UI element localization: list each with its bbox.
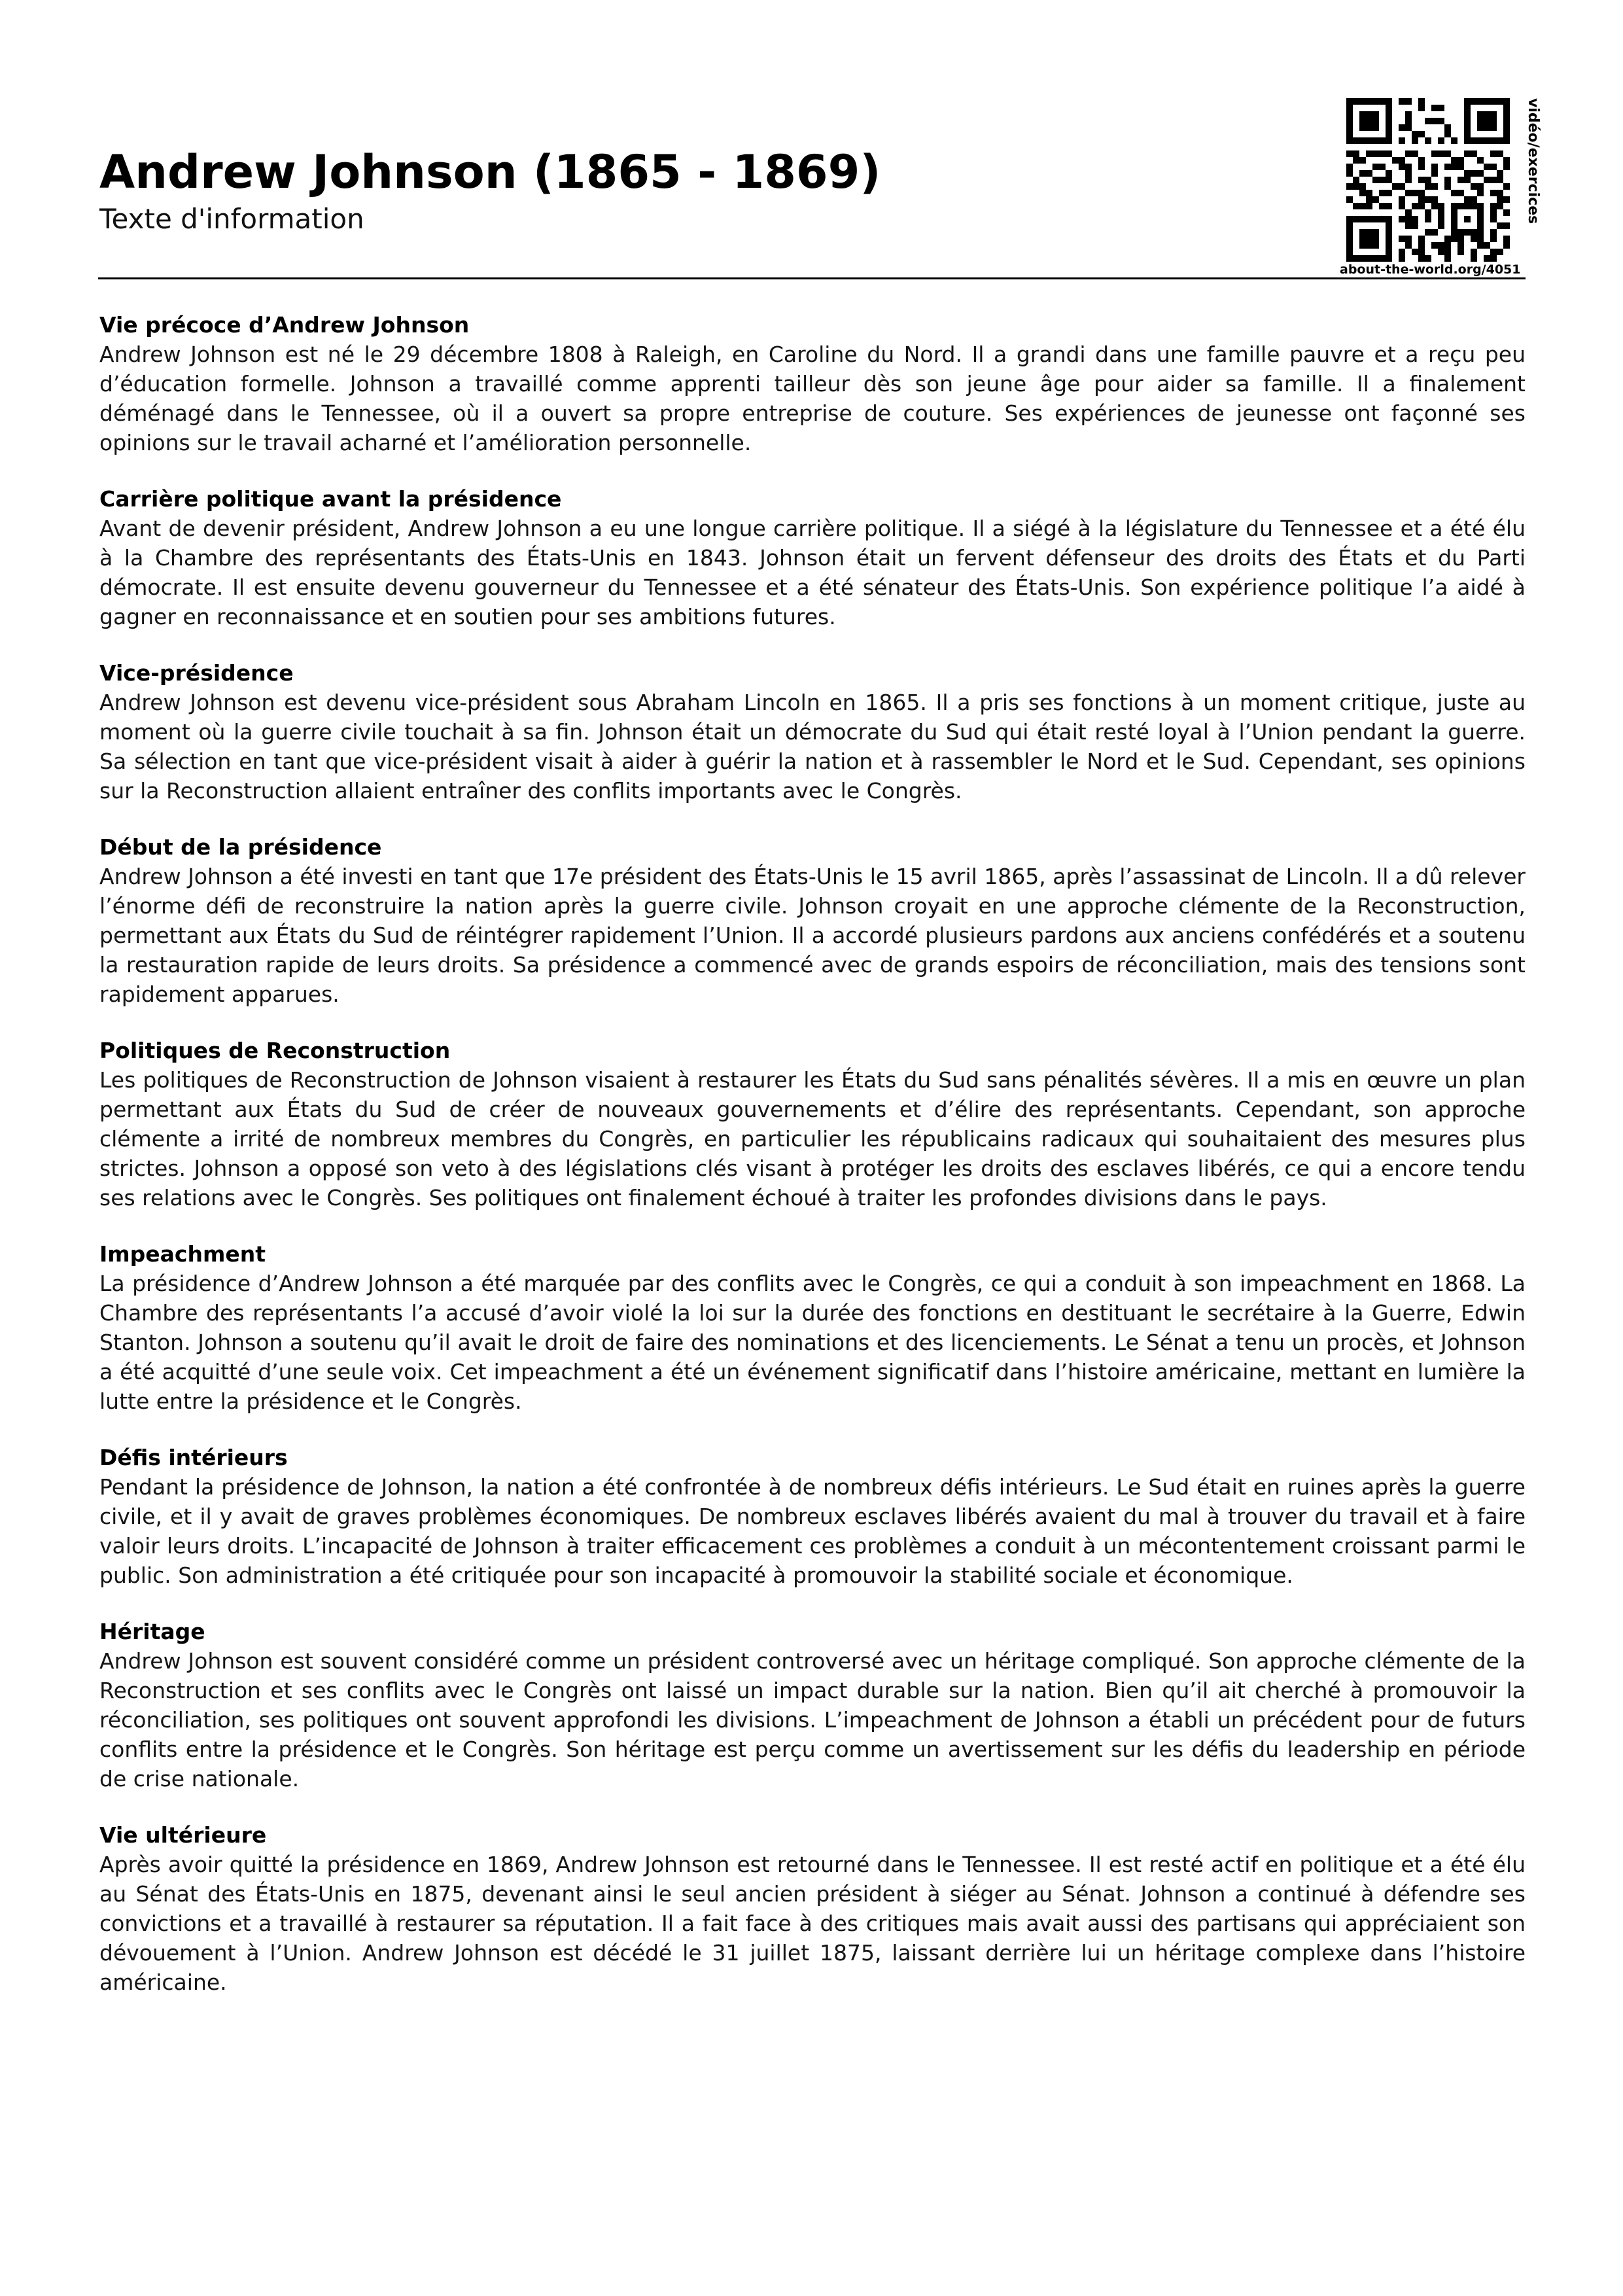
page-header: [99, 98, 1526, 283]
section-impeachment: [99, 1239, 1526, 1416]
section-paragraph: Avant de devenir président, Andrew Johnson a eu une longue carrière politique. Il a siégé à la législature du Tennessee et a été élu à la Chambre des représentants des États-Unis en 1843. Johnson était un fervent défenseur des droits des États et du Parti démocrate. Il est ensuite devenu gouverneur du Tennessee et a été sénateur des États-Unis. Son expérience politique l’a aidé à gagner en reconnaissance et en soutien pour ses ambitions futures.: [99, 516, 1526, 629]
section-paragraph: Andrew Johnson est souvent considéré comme un président controversé avec un héritage compliqué. Son approche clémente de la Reconstruction et ses conflits avec le Congrès ont laissé un impact durable sur la nation. Bien qu’il ait cherché à promouvoir la réconciliation, ses politiques ont souvent approfondi les divisions. L’impeachment de Johnson a établi un précédent pour de futurs conflits entre la présidence et le Congrès. Son héritage est perçu comme un avertissement sur les défis du leadership en période de crise nationale.: [99, 1648, 1526, 1792]
section-early-life: [99, 310, 1526, 457]
section-paragraph: Pendant la présidence de Johnson, la nation a été confrontée à de nombreux défis intérieurs. Le Sud était en ruines après la guerre civile, et il y avait de graves problèmes économiques. De nombreux esclaves libérés avaient du mal à trouver du travail et à faire valoir leurs droits. L’incapacité de Johnson à traiter efficacement ces problèmes a conduit à un mécontentement croissant parmi le public. Son administration a été critiquée pour son incapacité à promouvoir la stabilité sociale et économique.: [99, 1474, 1526, 1588]
qr-code-icon[interactable]: [1346, 98, 1510, 262]
section-legacy: [99, 1617, 1526, 1793]
section-heading: Vie précoce d’Andrew Johnson: [99, 312, 470, 338]
section-political-career: [99, 484, 1526, 631]
header-divider: [98, 277, 1526, 279]
section-presidency-start: [99, 832, 1526, 1009]
section-paragraph: La présidence d’Andrew Johnson a été marquée par des conflits avec le Congrès, ce qui a conduit à son impeachment en 1868. La Chambre des représentants l’a accusé d’avoir violé la loi sur la durée des fonctions en destituant le secrétaire à la Guerre, Edwin Stanton. Johnson a soutenu qu’il avait le droit de faire des nominations et des licenciements. Le Sénat a tenu un procès, et Johnson a été acquitté d’une seule voix. Cet impeachment a été un événement significatif dans l’histoire américaine, mettant en lumière la lutte entre la présidence et le Congrès.: [99, 1271, 1526, 1414]
section-paragraph: Andrew Johnson a été investi en tant que 17e président des États-Unis le 15 avril 1865, après l’assassinat de Lincoln. Il a dû relever l’énorme défi de reconstruire la nation après la guerre civile. Johnson croyait en une approche clémente de la Reconstruction, permettant aux États du Sud de réintégrer rapidement l’Union. Il a accordé plusieurs pardons aux anciens confédérés et a soutenu la restauration rapide de leurs droits. Sa présidence a commencé avec de grands espoirs de réconciliation, mais des tensions sont rapidement apparues.: [99, 864, 1526, 1007]
qr-code-graphic: [1346, 98, 1510, 262]
section-heading: Vice-présidence: [99, 660, 294, 686]
section-vice-presidency: [99, 658, 1526, 805]
section-heading: Vie ultérieure: [99, 1822, 267, 1848]
section-heading: Impeachment: [99, 1241, 266, 1267]
section-heading: Héritage: [99, 1619, 205, 1644]
section-paragraph: Andrew Johnson est né le 29 décembre 1808 à Raleigh, en Caroline du Nord. Il a grandi dans une famille pauvre et a reçu peu d’éducation formelle. Johnson a travaillé comme apprenti tailleur dès son jeune âge pour aider sa famille. Il a finalement déménagé dans le Tennessee, où il a ouvert sa propre entreprise de couture. Ses expériences de jeunesse ont façonné ses opinions sur le travail acharné et l’amélioration personnelle.: [99, 342, 1526, 455]
qr-label: vidéo/exercices: [1525, 98, 1541, 224]
section-paragraph: Les politiques de Reconstruction de Johnson visaient à restaurer les États du Sud sans pénalités sévères. Il a mis en œuvre un plan permettant aux États du Sud de créer de nouveaux gouvernements et d’élire des représentants. Cependant, son approche clémente a irrité de nombreux membres du Congrès, en particulier les républicains radicaux qui souhaitaient des mesures plus strictes. Johnson a opposé son veto à des législations clés visant à protéger les droits des esclaves libérés, ce qui a encore tendu ses relations avec le Congrès. Ses politiques ont finalement échoué à traiter les profondes divisions dans le pays.: [99, 1067, 1526, 1210]
page-title: Andrew Johnson (1865 - 1869): [99, 145, 881, 199]
section-heading: Politiques de Reconstruction: [99, 1038, 451, 1063]
article-body: [99, 310, 1526, 2024]
section-reconstruction: [99, 1036, 1526, 1212]
section-paragraph: Après avoir quitté la présidence en 1869, Andrew Johnson est retourné dans le Tennessee. Il est resté actif en politique et a été élu au Sénat des États-Unis en 1875, devenant ainsi le seul ancien président à siéger au Sénat. Johnson a continué à défendre ses convictions et a travaillé à restaurer sa réputation. Il a fait face à des critiques mais avait aussi des partisans qui appréciaient son dévouement à l’Union. Andrew Johnson est décédé le 31 juillet 1875, laissant derrière lui un héritage complexe dans l’histoire américaine.: [99, 1852, 1526, 1995]
section-heading: Début de la présidence: [99, 834, 382, 860]
section-heading: Défis intérieurs: [99, 1445, 288, 1470]
section-heading: Carrière politique avant la présidence: [99, 486, 562, 512]
section-later-life: [99, 1820, 1526, 1997]
page-subtitle: Texte d'information: [99, 203, 364, 235]
qr-url[interactable]: about-the-world.org/4051: [1340, 262, 1521, 277]
section-domestic-challenges: [99, 1443, 1526, 1590]
section-paragraph: Andrew Johnson est devenu vice-président sous Abraham Lincoln en 1865. Il a pris ses fonctions à un moment critique, juste au moment où la guerre civile touchait à sa fin. Johnson était un démocrate du Sud qui était resté loyal à l’Union pendant la guerre. Sa sélection en tant que vice-président visait à aider à guérir la nation et à rassembler le Nord et le Sud. Cependant, ses opinions sur la Reconstruction allaient entraîner des conflits importants avec le Congrès.: [99, 690, 1526, 804]
